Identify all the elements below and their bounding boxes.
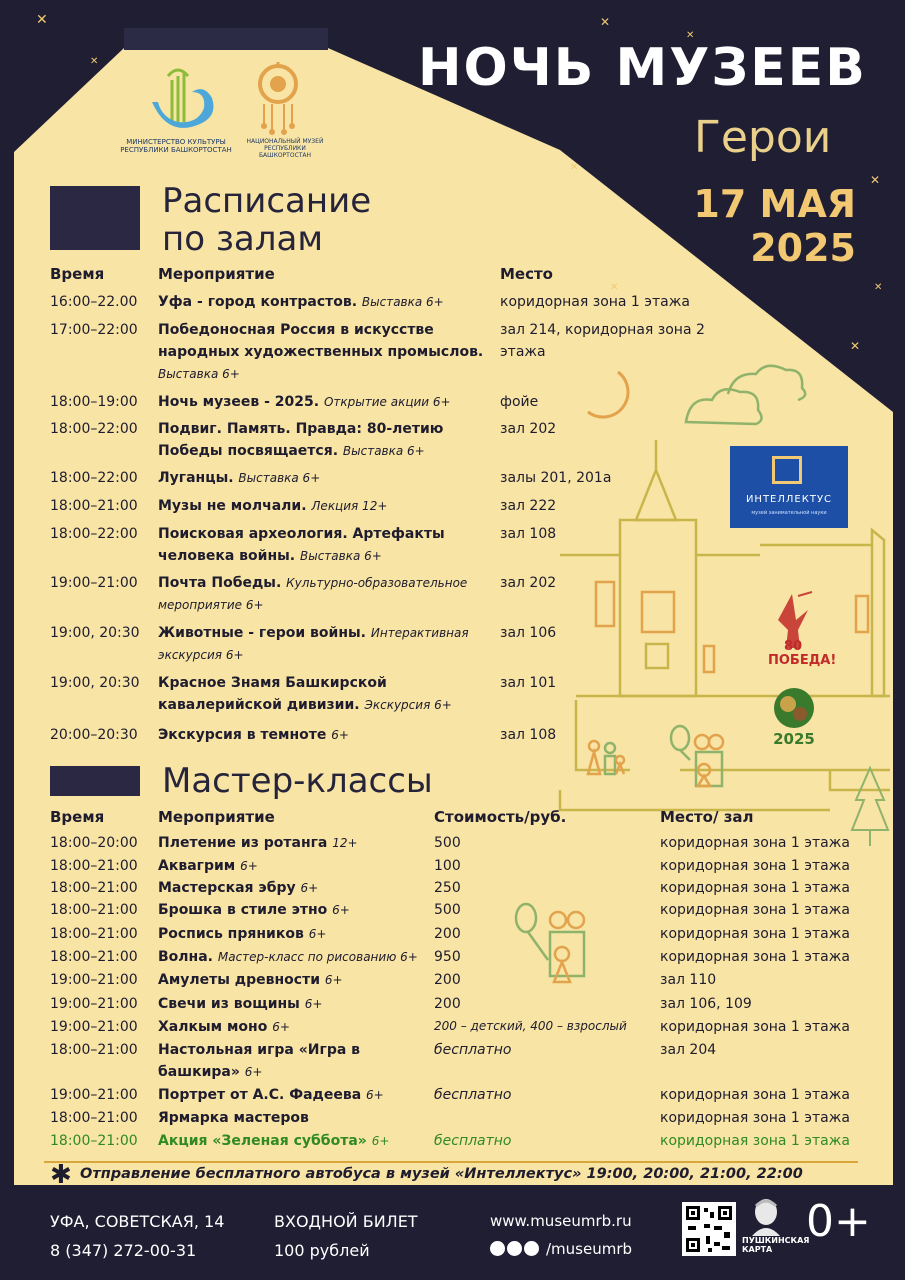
masterclass-time: 18:00–20:00 (50, 835, 138, 851)
masterclass-event-title: Брошка в стиле этно (158, 902, 328, 918)
asterisk-icon: ✱ (50, 1160, 72, 1190)
intellektus-logo-text: ИНТЕЛЛЕКТУС (745, 494, 833, 505)
masterclass-event-title: Роспись пряников (158, 926, 304, 942)
schedule-event-tag: Выставка 6+ (238, 471, 321, 485)
schedule-event (158, 622, 488, 666)
masterclass-time: 18:00–21:00 (50, 1133, 138, 1149)
address: УФА, СОВЕТСКАЯ, 14 (50, 1212, 225, 1231)
phone[interactable]: 8 (347) 272-00-31 (50, 1241, 197, 1260)
museum-logo-text: НАЦИОНАЛЬНЫЙ МУЗЕЙ РЕСПУБЛИКИ БАШКОРТОСТАН (246, 138, 324, 159)
schedule-event (158, 291, 488, 313)
masterclass-event-tag: 6+ (371, 1134, 390, 1148)
svg-text:✕: ✕ (870, 173, 881, 187)
schedule-event-title: Почта Победы. (158, 575, 282, 591)
section-marker (50, 186, 140, 250)
masterclass-event (158, 1133, 389, 1149)
schedule-header-place: Место (500, 265, 553, 283)
schedule-event (158, 319, 488, 385)
masterclass-event-tag: 6+ (366, 1088, 384, 1102)
masterclass-event-title: Аквагрим (158, 858, 236, 874)
masterclass-header-price: Стоимость/руб. (434, 808, 567, 826)
schedule-event (158, 572, 488, 616)
masterclass-event-title: Амулеты древности (158, 972, 320, 988)
pushkin-card-text: ПУШКИНСКАЯ КАРТА (742, 1236, 810, 1254)
masterclass-event (158, 1019, 290, 1035)
schedule-time: 18:00–22:00 (50, 526, 138, 542)
masterclass-event (158, 1087, 384, 1103)
schedule-event-tag: Культурно-образовательное мероприятие 6+ (158, 576, 468, 612)
schedule-place: зал 222 (500, 498, 557, 514)
masterclass-price: бесплатно (434, 1133, 512, 1149)
masterclass-price: 250 (434, 880, 461, 896)
masterclass-event-tag: 6+ (324, 973, 343, 987)
masterclass-place: коридорная зона 1 этажа (660, 1133, 850, 1149)
schedule-place: зал 214, коридорная зона 2 этажа (500, 322, 705, 360)
schedule-place: зал 108 (500, 727, 557, 743)
victory-80-logo (768, 590, 837, 680)
masterclass-event-tag: 6+ (244, 1065, 263, 1079)
schedule-event-title: Экскурсия в темноте (158, 727, 327, 743)
poster-title: НОЧЬ МУЗЕЕВ (418, 38, 867, 98)
schedule-place: зал 202 (500, 421, 557, 437)
schedule-time: 20:00–20:30 (50, 727, 138, 743)
masterclass-price: 950 (434, 949, 461, 965)
schedule-event-tag: Лекция 12+ (311, 499, 388, 513)
svg-text:✕: ✕ (686, 30, 695, 41)
masterclass-event (158, 1039, 408, 1083)
masterclass-header-event: Мероприятие (158, 808, 275, 826)
schedule-event-tag: Интерактивная экскурсия 6+ (158, 626, 469, 662)
masterclass-price: 200 (434, 996, 461, 1012)
masterclass-event (158, 835, 358, 851)
masterclass-place: коридорная зона 1 этажа (660, 880, 850, 896)
masterclass-price: 500 (434, 902, 461, 918)
masterclass-place: зал 106, 109 (660, 996, 752, 1012)
schedule-place: коридорная зона 1 этажа (500, 294, 690, 310)
schedule-event (158, 495, 488, 517)
masterclass-event (158, 949, 418, 965)
masterclass-time: 18:00–21:00 (50, 949, 138, 965)
schedule-event-title: Ночь музеев - 2025. (158, 394, 320, 410)
masterclass-time: 19:00–21:00 (50, 996, 138, 1012)
masterclass-event (158, 996, 322, 1012)
intellektus-logo-subtext: музей занимательной науки (751, 510, 827, 516)
intellektus-mark-icon (772, 456, 802, 484)
masterclass-header-time: Время (50, 808, 105, 826)
schedule-title-line1: Расписание (162, 181, 372, 221)
schedule-event-title: Красное Знамя Башкирской кавалерийской дивизии. (158, 675, 387, 713)
schedule-event-tag: 6+ (331, 728, 349, 742)
schedule-event-tag: Открытие акции 6+ (323, 395, 451, 409)
schedule-time: 19:00, 20:30 (50, 675, 140, 691)
schedule-title (162, 182, 371, 258)
schedule-place: зал 108 (500, 526, 557, 542)
masterclass-price: 200 – детский, 400 – взрослый (434, 1019, 627, 1033)
qr-code-icon[interactable] (682, 1202, 736, 1256)
masterclass-time: 19:00–21:00 (50, 1087, 138, 1103)
vk-icon[interactable] (490, 1241, 505, 1256)
schedule-event-title: Поисковая археология. Артефакты человека войны. (158, 526, 445, 564)
masterclass-place: коридорная зона 1 этажа (660, 1019, 850, 1035)
schedule-place: зал 101 (500, 675, 557, 691)
masterclass-event-tag: 12+ (332, 836, 358, 850)
masterclass-time: 19:00–21:00 (50, 972, 138, 988)
schedule-event (158, 724, 488, 746)
schedule-time: 16:00–22.00 (50, 294, 138, 310)
schedule-event-tag: Выставка 6+ (299, 549, 382, 563)
masterclass-event-tag: 6+ (272, 1020, 290, 1034)
schedule-event-tag: Экскурсия 6+ (364, 698, 452, 712)
year-2025-text: 2025 (773, 730, 815, 748)
masterclass-price: бесплатно (434, 1042, 512, 1058)
schedule-event-title: Уфа - город контрастов. (158, 294, 358, 310)
event-date-day: 17 МАЯ (693, 182, 856, 226)
masterclass-event-title: Свечи из вощины (158, 996, 300, 1012)
masterclass-place: зал 110 (660, 972, 717, 988)
masterclass-event (158, 1110, 309, 1126)
schedule-event (158, 418, 488, 462)
year-2025-logo (768, 684, 820, 758)
schedule-event-tag: Выставка 6+ (342, 444, 425, 458)
bus-note: Отправление бесплатного автобуса в музей «Интеллектус» 19:00, 20:00, 21:00, 22:00 (80, 1166, 803, 1182)
masterclass-time: 18:00–21:00 (50, 926, 138, 942)
masterclass-price: 200 (434, 926, 461, 942)
svg-text:✕: ✕ (610, 282, 619, 293)
masterclass-time: 18:00–21:00 (50, 1042, 138, 1058)
poster-subtitle: Герои (694, 112, 832, 163)
masterclass-event-title: Настольная игра «Игра в башкира» (158, 1042, 361, 1080)
schedule-header-event: Мероприятие (158, 265, 275, 283)
social-handle[interactable]: /museumrb (546, 1240, 633, 1258)
masterclass-place: коридорная зона 1 этажа (660, 1110, 850, 1126)
schedule-event (158, 467, 488, 489)
victory-80-text: 80 ПОБЕДА! (768, 639, 837, 668)
schedule-event-title: Животные - герои войны. (158, 625, 366, 641)
schedule-event (158, 672, 488, 716)
pushkin-portrait-icon (746, 1196, 786, 1236)
masterclass-place: коридорная зона 1 этажа (660, 1087, 850, 1103)
schedule-place: зал 202 (500, 575, 557, 591)
schedule-event-title: Подвиг. Память. Правда: 80-летию Победы посвящается. (158, 421, 444, 459)
masterclass-place: зал 204 (660, 1042, 717, 1058)
masterclass-time: 19:00–21:00 (50, 1019, 138, 1035)
masterclass-place: коридорная зона 1 этажа (660, 902, 850, 918)
masterclass-event (158, 926, 326, 942)
schedule-time: 18:00–19:00 (50, 394, 138, 410)
masterclass-event-tag: 6+ (332, 903, 350, 917)
masterclass-header-place: Место/ зал (660, 808, 754, 826)
telegram-icon[interactable] (524, 1241, 539, 1256)
masterclass-event (158, 880, 318, 896)
ministry-logo (148, 62, 222, 138)
schedule-event-tag: Выставка 6+ (158, 367, 240, 381)
schedule-event (158, 391, 488, 413)
website-link[interactable]: www.museumrb.ru (490, 1212, 632, 1230)
schedule-place: зал 106 (500, 625, 557, 641)
svg-text:✕: ✕ (36, 12, 48, 28)
masterclass-event-tag: 6+ (240, 859, 258, 873)
ministry-logo-text: МИНИСТЕРСТВО КУЛЬТУРЫ РЕСПУБЛИКИ БАШКОРТОСТАН (120, 138, 232, 154)
svg-text:✕: ✕ (570, 162, 579, 173)
intellektus-logo (730, 446, 848, 528)
svg-text:✕: ✕ (850, 339, 861, 353)
masterclass-event-title: Мастерская эбру (158, 880, 296, 896)
schedule-place: фойе (500, 394, 539, 410)
masterclass-time: 18:00–21:00 (50, 880, 138, 896)
masterclass-event-tag: Мастер-класс по рисованию 6+ (217, 950, 418, 964)
masterclass-time: 18:00–21:00 (50, 1110, 138, 1126)
masterclass-event-title: Плетение из ротанга (158, 835, 328, 851)
schedule-time: 18:00–22:00 (50, 421, 138, 437)
svg-text:✕: ✕ (600, 15, 611, 29)
museum-logo (250, 60, 306, 140)
schedule-title-line2: по залам (162, 219, 323, 259)
masterclass-time: 18:00–21:00 (50, 858, 138, 874)
masterclass-place: коридорная зона 1 этажа (660, 835, 850, 851)
schedule-place: залы 201, 201а (500, 470, 612, 486)
event-date (688, 182, 856, 270)
masterclass-event-title: Халкым моно (158, 1019, 268, 1035)
event-date-year: 2025 (750, 226, 856, 270)
masterclass-price: 200 (434, 972, 461, 988)
schedule-event-title: Луганцы. (158, 470, 234, 486)
masterclass-event-tag: 6+ (300, 881, 319, 895)
masterclass-event-title: Волна. (158, 949, 213, 965)
masterclass-event-tag: 6+ (304, 997, 323, 1011)
masterclass-event-title: Ярмарка мастеров (158, 1110, 309, 1126)
schedule-event-title: Музы не молчали. (158, 498, 307, 514)
masterclass-event-title: Акция «Зеленая суббота» (158, 1133, 367, 1149)
schedule-time: 18:00–21:00 (50, 498, 138, 514)
age-rating: 0+ (806, 1196, 871, 1247)
ok-icon[interactable] (507, 1241, 522, 1256)
svg-text:✕: ✕ (90, 56, 99, 67)
masterclass-price: 500 (434, 835, 461, 851)
masterclass-event-title: Портрет от А.С. Фадеева (158, 1087, 362, 1103)
schedule-event-title: Победоносная Россия в искусстве народных художественных промыслов. (158, 322, 484, 360)
schedule-header-time: Время (50, 265, 105, 283)
masterclass-event-tag: 6+ (308, 927, 327, 941)
masterclass-price: бесплатно (434, 1087, 512, 1103)
schedule-event (158, 523, 488, 567)
masterclass-title: Мастер-классы (162, 761, 433, 801)
masterclass-price: 100 (434, 858, 461, 874)
schedule-event-tag: Выставка 6+ (361, 295, 444, 309)
masterclass-place: коридорная зона 1 этажа (660, 949, 850, 965)
ticket-label: ВХОДНОЙ БИЛЕТ (274, 1212, 418, 1231)
masterclass-event (158, 972, 343, 988)
social-icons (490, 1240, 552, 1258)
masterclass-event (158, 902, 350, 918)
masterclass-place: коридорная зона 1 этажа (660, 858, 850, 874)
masterclass-event (158, 858, 258, 874)
section-marker (50, 766, 140, 796)
schedule-time: 17:00–22:00 (50, 322, 138, 338)
schedule-time: 18:00–22:00 (50, 470, 138, 486)
schedule-time: 19:00, 20:30 (50, 625, 140, 641)
masterclass-time: 18:00–21:00 (50, 902, 138, 918)
masterclass-place: коридорная зона 1 этажа (660, 926, 850, 942)
ticket-price: 100 рублей (274, 1241, 370, 1260)
svg-text:✕: ✕ (874, 282, 883, 293)
schedule-time: 19:00–21:00 (50, 575, 138, 591)
